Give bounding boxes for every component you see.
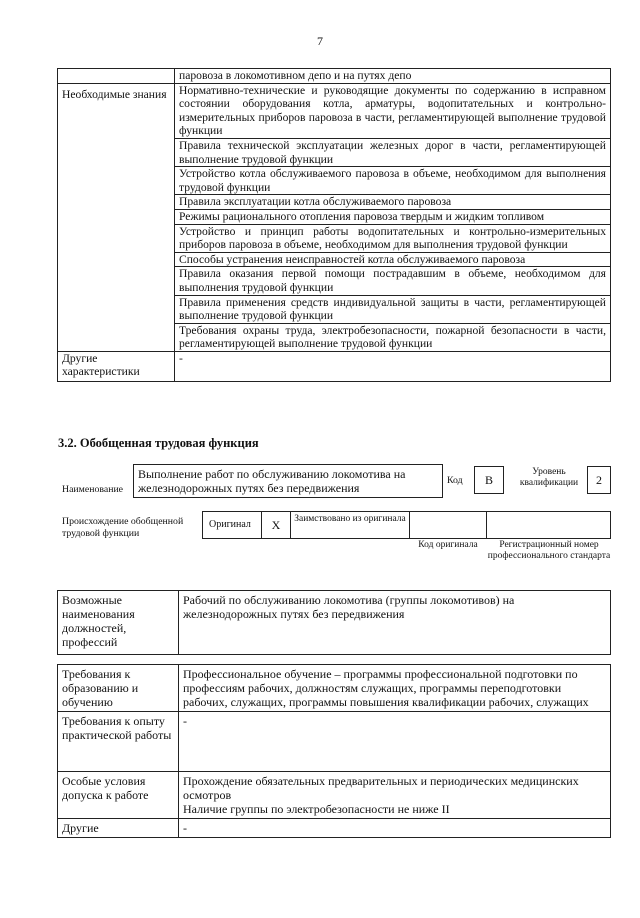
knowledge-item: Способы устранения неисправностей котла обслуживаемого паровоза xyxy=(175,252,611,267)
table-row xyxy=(58,351,611,381)
level-label: Уровень квалификации xyxy=(519,467,579,488)
table-row xyxy=(58,772,611,819)
page-number: 7 xyxy=(317,34,323,48)
row-value: паровоза в локомотивном депо и на путях депо xyxy=(175,69,611,84)
experience-value: - xyxy=(179,712,611,772)
reg-number-label: Регистрационный номер профессионального стандарта xyxy=(487,540,611,561)
function-name-box: Выполнение работ по обслуживанию локомотива на железнодорожных путях без передвижения xyxy=(133,464,443,498)
table-row xyxy=(58,69,611,84)
admission-value-line: Наличие группы по электробезопасности не ниже II xyxy=(183,802,450,816)
table-row xyxy=(58,591,611,655)
code-original-cell xyxy=(409,511,487,539)
row-label-other: Другие характеристики xyxy=(58,351,175,381)
level-value-box: 2 xyxy=(587,466,611,494)
origin-label: Происхождение обобщенной трудовой функции xyxy=(62,516,184,539)
requirements-table xyxy=(57,664,611,838)
code-value-box: B xyxy=(474,466,504,494)
table-row xyxy=(58,665,611,712)
positions-label: Возможные наименования должностей, профессий xyxy=(58,591,179,655)
reg-number-cell xyxy=(486,511,611,539)
other-label: Другие xyxy=(58,819,179,838)
code-label: Код xyxy=(447,475,463,486)
knowledge-table xyxy=(57,68,611,382)
education-label: Требования к образованию и обучению xyxy=(58,665,179,712)
knowledge-item: Режимы рационального отопления паровоза твердым и жидким топливом xyxy=(175,209,611,224)
knowledge-item: Правила технической эксплуатации железных дорог в части, регламентирующей выполнение трудовой функции xyxy=(175,138,611,166)
knowledge-item: Правила эксплуатации котла обслуживаемого паровоза xyxy=(175,195,611,210)
admission-label: Особые условия допуска к работе xyxy=(58,772,179,819)
table-row xyxy=(58,819,611,838)
borrowed-label-cell: Заимствовано из оригинала xyxy=(290,511,410,539)
positions-table xyxy=(57,590,611,655)
section-heading: 3.2. Обобщенная трудовая функция xyxy=(58,436,259,450)
knowledge-item: Устройство и принцип работы водопитательных и контрольно-измерительных приборов паровоза в объеме, необходимом для выполнения трудовой функции xyxy=(175,224,611,252)
row-label xyxy=(58,69,175,84)
education-value: Профессиональное обучение – программы профессиональной подготовки по профессиям рабочих, должностям служащих, программы переподготовки рабочих, служащих, программы повышения квалификации рабочих, служащих xyxy=(179,665,611,712)
original-label-cell: Оригинал xyxy=(202,511,262,539)
row-label-knowledge: Необходимые знания xyxy=(58,83,175,351)
knowledge-item: Нормативно-технические и руководящие документы по содержанию в исправном состоянии оборудования котла, арматуры, водопитательных и контрольно-измерительных приборов паровоза в части, регламентирующей выполнение трудовой функции xyxy=(175,83,611,138)
knowledge-item: Устройство котла обслуживаемого паровоза в объеме, необходимом для выполнения трудовой функции xyxy=(175,167,611,195)
admission-value xyxy=(179,772,611,819)
knowledge-item: Правила применения средств индивидуальной защиты в части, регламентирующей выполнение трудовой функции xyxy=(175,295,611,323)
table-row xyxy=(58,83,611,138)
code-original-label: Код оригинала xyxy=(418,540,478,550)
original-mark-cell: X xyxy=(261,511,291,539)
knowledge-item: Правила оказания первой помощи пострадавшим в объеме, необходимом для выполнения трудовой функции xyxy=(175,267,611,295)
name-label: Наименование xyxy=(62,484,124,495)
experience-label: Требования к опыту практической работы xyxy=(58,712,179,772)
knowledge-item: Требования охраны труда, электробезопасности, пожарной безопасности в части, регламентирующей выполнение трудовой функции xyxy=(175,323,611,351)
positions-value: Рабочий по обслуживанию локомотива (группы локомотивов) на железнодорожных путях без передвижения xyxy=(179,591,611,655)
other-value: - xyxy=(179,819,611,838)
admission-value-line: Прохождение обязательных предварительных и периодических медицинских осмотров xyxy=(183,774,579,802)
table-row xyxy=(58,712,611,772)
row-value: - xyxy=(175,351,611,381)
